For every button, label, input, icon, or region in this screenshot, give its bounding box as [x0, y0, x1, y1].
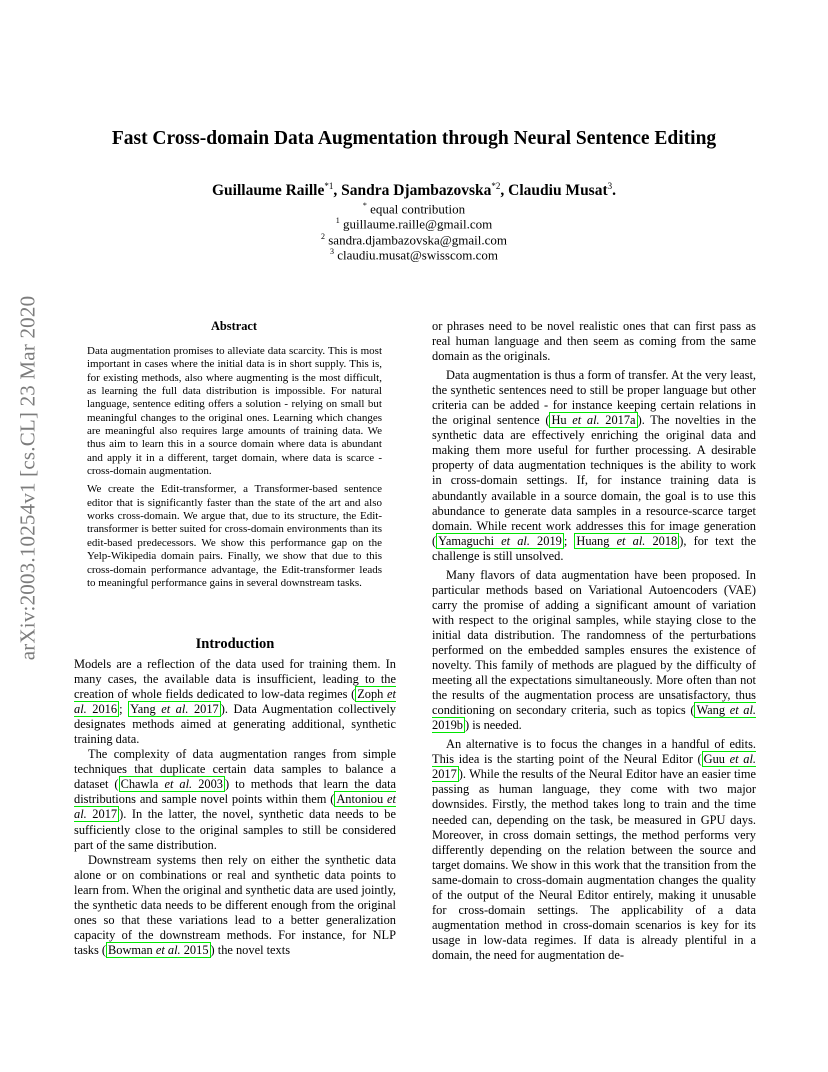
citation-link[interactable]: [106, 942, 211, 958]
citation-author: Zoph: [357, 687, 388, 702]
citation-year: 2016: [86, 702, 118, 717]
text-run: ), for text the challenge is still unsolved.: [432, 533, 756, 563]
citation-etal: et al.: [501, 533, 530, 548]
citation-author: Yamaguchi: [438, 533, 502, 548]
affiliation-mark: 2: [321, 232, 325, 241]
citation-etal: et al.: [161, 702, 189, 717]
section-heading-introduction: Introduction: [195, 636, 275, 652]
citation-link[interactable]: [549, 412, 637, 428]
text-run: ). Data Augmentation collectively designates methods aimed at generating additional, synthetic training data.: [74, 702, 396, 747]
citation-link[interactable]: [436, 533, 564, 549]
text-run: Many flavors of data augmentation have been proposed. In particular methods based on Variational Autoencoders (VAE) carry the promise of adding a significant amount of variation with respect to the original samples, while staying close to the initial data distribution. The randomness of the perturbations performed on the embedded samples ensures the existence of novelty. This family of methods are plagued by the difficulty of meeting all the expectations simultaneously. More often than not the results of the augmentation process are unsatisfactory, thus conditioning on secondary criteria, such as topics (: [432, 567, 756, 718]
affiliation-line: [0, 247, 828, 263]
citation-year: 2017: [86, 807, 118, 822]
citation-year: 2017a: [599, 413, 636, 428]
affiliation-mark: 1: [335, 216, 340, 225]
arxiv-stamp: [8, 283, 48, 673]
citation-etal: et al.: [155, 942, 181, 957]
text-run: Downstream systems then rely on either the synthetic data alone or on combinations or real and synthetic data points to learn from. When the original and synthetic data are used jointly, the synthetic data needs to be different enough from the original ones so that these variations lead to a better generalization capacity of the downstream methods. For instance, for NLP tasks (: [74, 852, 396, 957]
text-run: Data augmentation is thus a form of transfer. At the very least, the synthetic sentences need to still be proper language but other criteria can be added - for instance keeping certain relations in the original sentence (: [432, 368, 756, 428]
affiliation-line: [0, 201, 828, 217]
author-name: Claudiu Musat: [508, 182, 608, 200]
body-paragraph: [74, 657, 396, 747]
citation-year: 2017: [188, 702, 219, 717]
affiliation-line: [0, 232, 828, 248]
abstract-body: [87, 345, 382, 590]
citation-author: Hu: [551, 413, 573, 428]
text-run: ). The novelties in the synthetic data are effectively enriching the original data and making them more useful for further processing. A desirable property of data augmentation techniques is the ability to work in cross-domain settings. If, for instance training data is abundantly available in a source domain, the goal is to use this abundance to generate data samples in a resource-scarce target domain. While recent work addresses this for image generation (: [432, 413, 756, 548]
body-paragraph: [432, 368, 756, 564]
affiliation-text: equal contribution: [366, 201, 466, 217]
arxiv-identifier: arXiv:2003.10254v1 [cs.CL] 23 Mar 2020: [15, 295, 40, 661]
abstract-heading: Abstract: [210, 319, 258, 333]
affiliation-email: sandra.djambazovska@gmail.com: [325, 232, 507, 248]
author-separator: ,: [500, 182, 509, 200]
text-run: ) is needed.: [464, 718, 522, 733]
left-column-body: [74, 657, 396, 958]
author-superscript: *1: [324, 181, 334, 191]
body-paragraph: [432, 737, 756, 963]
author-end: .: [612, 182, 617, 200]
citation-year: 2018: [645, 533, 678, 548]
text-run: ;: [119, 702, 129, 717]
citation-link[interactable]: [128, 701, 221, 717]
citation-link[interactable]: [574, 533, 679, 549]
text-run: ). In the latter, the novel, synthetic data needs to be sufficiently close to the original samples to still be considered part of the same distribution.: [74, 807, 396, 852]
affiliation-email: guillaume.raille@gmail.com: [339, 216, 493, 232]
right-column-body: [432, 319, 756, 963]
abstract-paragraph: Data augmentation promises to alleviate data scarcity. This is most important in cases where the initial data is in short supply. This is, for existing methods, also where augmenting is the most difficult, as learning the full data distribution is impossible. For natural language, sentence editing offers a solution - relying on small but meaningful changes to the original ones. Learning which changes are meaningful also requires large amounts of training data. We thus aim to learn this in a source domain where data is abundant and apply it in a different, target domain, where data is scarce - cross-domain augmentation.: [87, 345, 382, 478]
text-run: The complexity of data augmentation ranges from simple techniques that duplicate certain data samples to balance a dataset (: [74, 747, 396, 792]
text-run: ) to methods that learn the data distributions and sample novel points within them (: [74, 777, 397, 807]
affiliation-mark: 3: [330, 247, 334, 256]
citation-year: 2017: [432, 767, 457, 782]
affiliation-email: claudiu.musat@swisscom.com: [334, 247, 498, 263]
abstract-paragraph: We create the Edit-transformer, a Transformer-based sentence editor that is significantly faster than the state of the art and also works cross-domain. We argue that, due to its structure, the Edit-transformer is better suited for cross-domain environments than its edit-based predecessors. We show this performance gap on the Yelp-Wikipedia domain pairs. Finally, we show that due to this cross-domain performance advantage, the Edit-transformer leads to meaningful performance gains in several downstream tasks.: [87, 483, 382, 589]
author-superscript: *2: [491, 181, 501, 191]
citation-etal: et al.: [729, 703, 756, 718]
text-run: Models are a reflection of the data used for training them. In many cases, the available data is insufficient, leading to the creation of whole fields dedicated to low-data regimes (: [74, 657, 396, 702]
citation-etal: et al.: [74, 687, 396, 717]
citation-author: Wang: [696, 703, 730, 718]
citation-etal: et al.: [616, 533, 646, 548]
citation-author: Antoniou: [336, 792, 388, 807]
body-paragraph: [74, 747, 396, 852]
citation-author: Guu: [703, 752, 730, 767]
body-paragraph: [432, 568, 756, 734]
author-name: Guillaume Raille: [211, 182, 325, 200]
citation-etal: et al.: [572, 413, 600, 428]
text-run: ) the novel texts: [210, 942, 291, 957]
paper-title: Fast Cross-domain Data Augmentation through Neural Sentence Editing: [111, 128, 717, 149]
affiliation-mark: *: [362, 201, 367, 210]
citation-author: Chawla: [120, 777, 165, 792]
citation-author: Huang: [576, 533, 617, 548]
citation-etal: et al.: [164, 777, 193, 792]
text-run: ). While the results of the Neural Editor have an easier time passing as human language, they come with two major downsides. Firstly, the method takes long to train and the time needed can, depending on the task, be measured in GPU days. Moreover, in cross domain settings, the method performs very differently depending on the relation between the source and target domains. We show in this work that the transition from the same-domain to cross-domain augmentation changes the quality of the output of the Neural Editor entirely, making it unusable for cross-domain settings. The applicability of a data augmentation method in cross-domain scenarios is key for its usage in low-data regimes. If data is already plentiful in a domain, the need for augmentation de-: [432, 767, 756, 962]
citation-year: 2019: [529, 533, 562, 548]
citation-year: 2019b: [432, 718, 463, 733]
citation-etal: et al.: [729, 752, 757, 767]
citation-year: 2015: [180, 942, 209, 957]
author-name: Sandra Djambazovska: [341, 182, 492, 200]
text-run: An alternative is to focus the changes in a handful of edits. This idea is the starting point of the Neural Editor (: [432, 737, 756, 767]
text-run: ;: [563, 533, 575, 548]
author-list: [0, 181, 828, 200]
body-paragraph: or phrases need to be novel realistic ones that can first pass as real human language and then seem as coming from the same domain as the originals.: [432, 319, 756, 364]
citation-etal: et al.: [74, 792, 396, 822]
body-paragraph: [74, 853, 396, 958]
citation-author: Bowman: [108, 942, 156, 957]
citation-author: Yang: [130, 702, 162, 717]
citation-year: 2003: [192, 777, 223, 792]
author-superscript: 3: [607, 181, 613, 191]
author-separator: ,: [333, 182, 342, 200]
citation-link[interactable]: [119, 776, 225, 792]
affiliation-line: [0, 216, 828, 232]
